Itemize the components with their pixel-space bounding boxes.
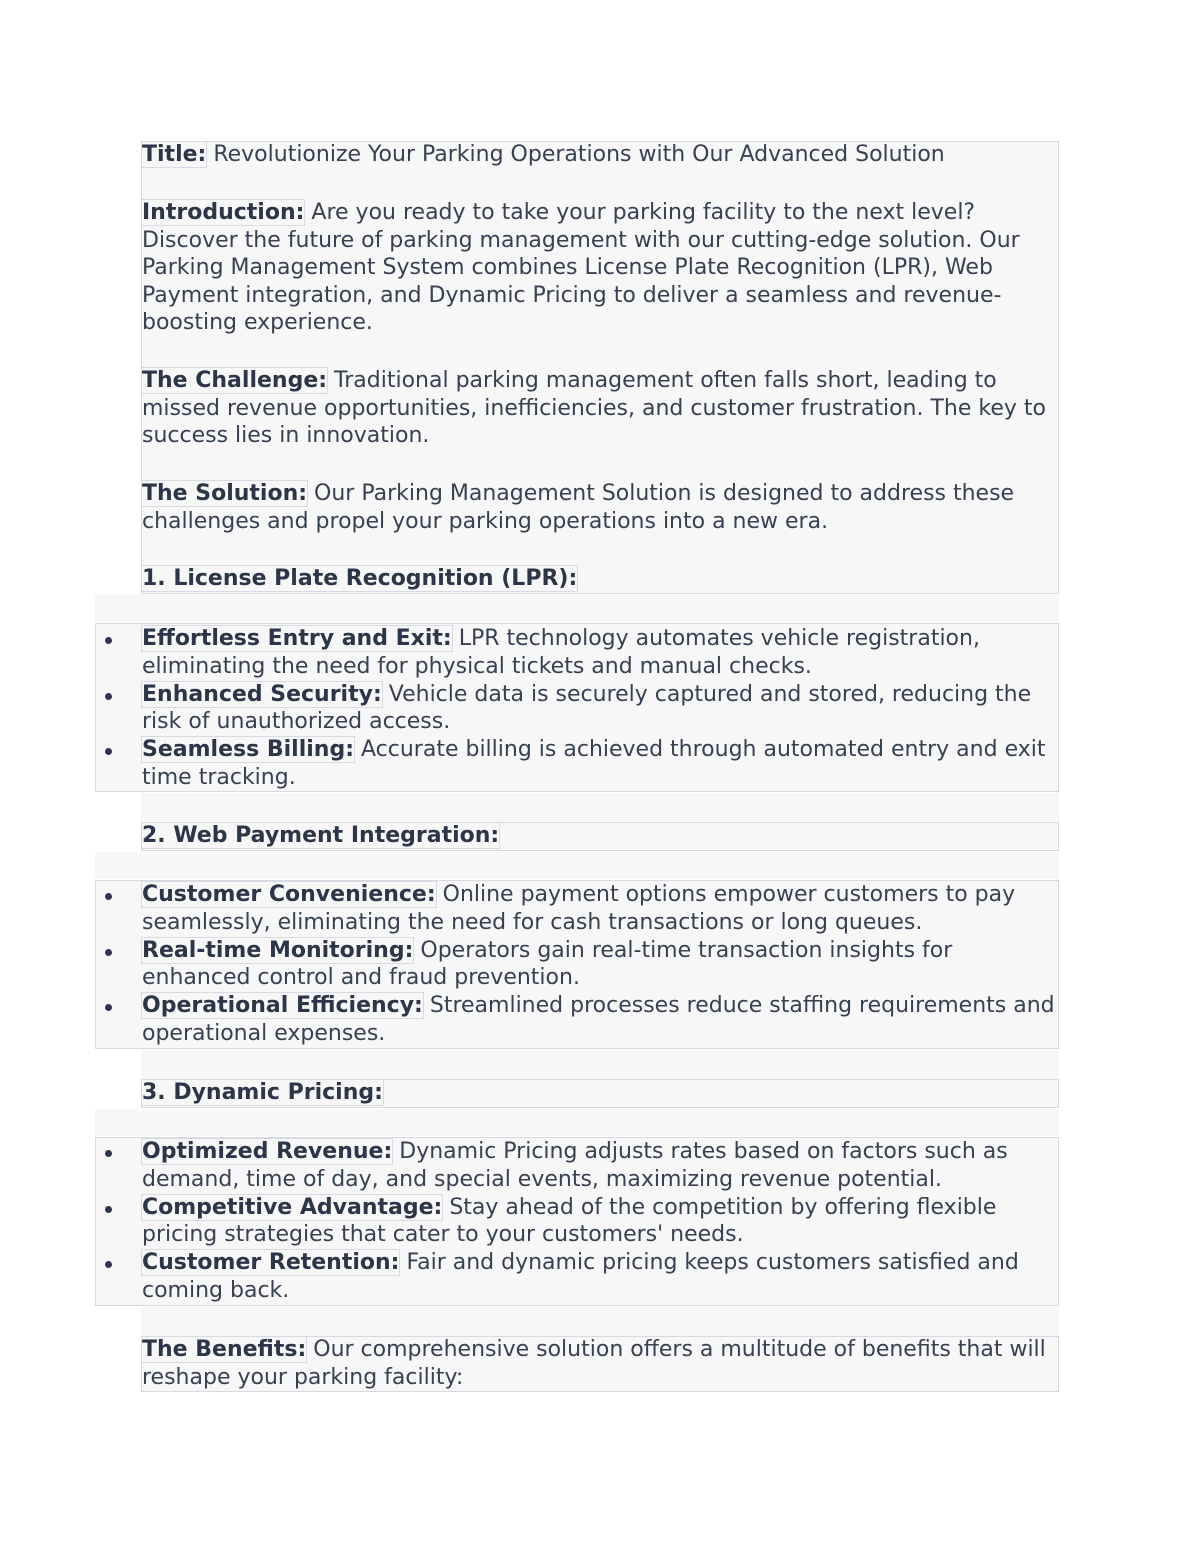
list-item: Enhanced Security: Vehicle data is securely captured and stored, reducing the risk of unauthorized access.: [95, 681, 1065, 737]
spacer-box: [141, 1050, 1059, 1079]
list-item: Effortless Entry and Exit: LPR technology automates vehicle registration, eliminating the need for physical tickets and manual checks.: [95, 625, 1065, 681]
challenge-paragraph: [142, 367, 1062, 450]
challenge-text: Traditional parking management often falls short, leading to missed revenue opportunities, inefficiencies, and customer frustration. The key to success lies in innovation.: [142, 368, 1046, 448]
section-heading-lpr: 1. License Plate Recognition (LPR):: [142, 566, 578, 591]
spacer-box: [141, 1307, 1059, 1336]
list-item: Customer Retention: Fair and dynamic pricing keeps customers satisfied and coming back.: [95, 1249, 1065, 1305]
benefits-text: Our comprehensive solution offers a multitude of benefits that will reshape your parking facility:: [142, 1337, 1046, 1390]
introduction-text: Are you ready to take your parking facility to the next level? Discover the future of parking management with our cutting-edge solution. Our Parking Management System combines License Plate Recognition (LPR), Web Payment integration, and Dynamic Pricing to deliver a seamless and revenue-boosting experience.: [142, 200, 1020, 335]
title-text: Revolutionize Your Parking Operations with Our Advanced Solution: [213, 142, 945, 167]
dynamic-pricing-list: [95, 1138, 1065, 1305]
spacer-band: [95, 595, 1059, 622]
solution-paragraph: [142, 480, 1062, 535]
introduction-label: Introduction:: [142, 200, 305, 225]
section-heading-web-payment: 2. Web Payment Integration:: [142, 823, 500, 848]
spacer-band: [95, 1109, 1059, 1136]
title-paragraph: [142, 141, 1062, 169]
solution-label: The Solution:: [142, 481, 308, 506]
spacer-box: [141, 793, 1059, 822]
list-item: Customer Convenience: Online payment options empower customers to pay seamlessly, eliminating the need for cash transactions or long queues.: [95, 881, 1065, 937]
list-item: Seamless Billing: Accurate billing is achieved through automated entry and exit time tracking.: [95, 736, 1065, 792]
list-item: Optimized Revenue: Dynamic Pricing adjusts rates based on factors such as demand, time of day, and special events, maximizing revenue potential.: [95, 1138, 1065, 1194]
list-item: Real-time Monitoring: Operators gain real-time transaction insights for enhanced control and fraud prevention.: [95, 937, 1065, 993]
title-label: Title:: [142, 142, 207, 167]
web-payment-list: [95, 881, 1065, 1048]
introduction-paragraph: [142, 199, 1062, 337]
list-item: Operational Efficiency: Streamlined processes reduce staffing requirements and operational expenses.: [95, 992, 1065, 1048]
spacer-band: [95, 852, 1059, 879]
list-item: Competitive Advantage: Stay ahead of the competition by offering flexible pricing strategies that cater to your customers' needs.: [95, 1194, 1065, 1250]
benefits-paragraph: [142, 1336, 1062, 1391]
section-heading-dynamic-pricing: 3. Dynamic Pricing:: [142, 1080, 383, 1105]
challenge-label: The Challenge:: [142, 368, 328, 393]
benefits-label: The Benefits:: [142, 1337, 307, 1362]
solution-text: Our Parking Management Solution is designed to address these challenges and propel your parking operations into a new era.: [142, 481, 1015, 534]
lpr-list: [95, 625, 1065, 792]
